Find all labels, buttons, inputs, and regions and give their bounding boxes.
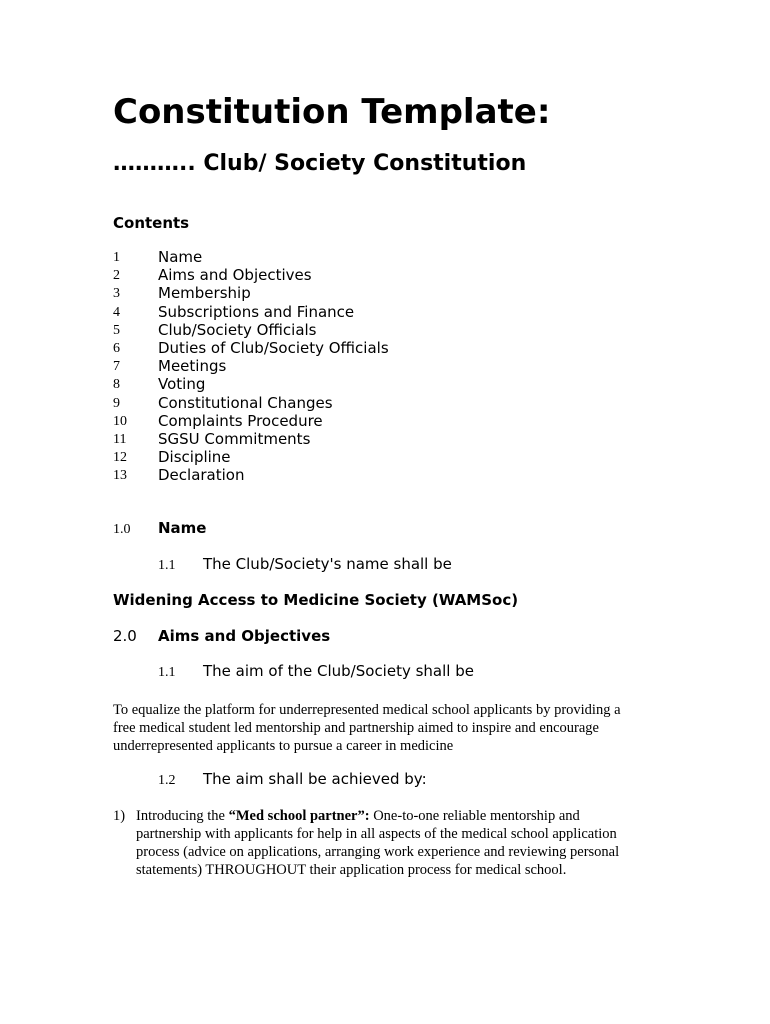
toc-label: Aims and Objectives	[158, 266, 312, 285]
toc-number: 9	[113, 395, 120, 411]
toc-number: 6	[113, 340, 120, 356]
toc-label: Declaration	[158, 466, 245, 485]
section-number: 2.0	[113, 627, 137, 645]
toc-label: Meetings	[158, 357, 227, 376]
subsection-number: 1.2	[158, 773, 176, 788]
toc-item	[113, 431, 513, 449]
toc-item	[113, 249, 513, 267]
toc-label: SGSU Commitments	[158, 429, 311, 448]
toc-number: 10	[113, 413, 127, 429]
toc-number: 8	[113, 377, 120, 393]
toc-label: Duties of Club/Society Officials	[158, 338, 389, 357]
list-body	[136, 807, 656, 879]
toc-item	[113, 467, 513, 485]
toc-label: Name	[158, 248, 203, 266]
toc-number: 13	[113, 468, 127, 484]
toc-item	[113, 413, 513, 431]
toc-number: 11	[113, 431, 127, 447]
toc-item	[113, 267, 513, 285]
toc-label: Voting	[158, 375, 206, 394]
toc-item	[113, 285, 513, 303]
list-rest-text: One-to-one reliable mentorship and	[369, 808, 580, 824]
paragraph-line: statements) THROUGHOUT their application process for medical school.	[136, 862, 567, 878]
paragraph-line: partnership with applicants for help in all aspects of the medical school application	[136, 826, 617, 842]
paragraph-line: process (advice on applications, arranging work experience and reviewing personal	[136, 844, 620, 860]
toc-item	[113, 358, 513, 376]
aim-paragraph	[113, 701, 673, 755]
list-bold-term: “Med school partner”:	[228, 808, 370, 824]
toc-number: 5	[113, 322, 120, 338]
toc-label: Discipline	[158, 448, 231, 467]
paragraph-line: free medical student led mentorship and partnership aimed to inspire and encourage	[113, 720, 599, 736]
subsection-text: The aim of the Club/Society shall be	[203, 662, 474, 680]
subsection-number: 1.1	[158, 558, 176, 573]
toc-number: 3	[113, 286, 120, 302]
document-subtitle: ……….. Club/ Society Constitution	[113, 151, 527, 176]
toc-number: 1	[113, 250, 120, 265]
toc-label: Membership	[158, 284, 251, 303]
toc-label: Club/Society Officials	[158, 320, 317, 339]
toc-item	[113, 304, 513, 322]
paragraph-line: underrepresented applicants to pursue a career in medicine	[113, 738, 454, 754]
document-title: Constitution Template:	[113, 92, 551, 132]
toc-label: Subscriptions and Finance	[158, 302, 355, 321]
toc-item	[113, 449, 513, 467]
toc-item	[113, 376, 513, 394]
toc-label: Complaints Procedure	[158, 411, 323, 430]
paragraph-line	[136, 807, 656, 825]
toc-label: Constitutional Changes	[158, 393, 333, 412]
list-marker: 1)	[113, 808, 126, 824]
section-number: 1.0	[113, 522, 131, 537]
toc-number: 2	[113, 268, 120, 284]
contents-heading: Contents	[113, 214, 190, 232]
society-name: Widening Access to Medicine Society (WAMSoc)	[113, 591, 519, 609]
subsection-text: The aim shall be achieved by:	[203, 770, 427, 788]
paragraph-line: To equalize the platform for underrepresented medical school applicants by providing a	[113, 702, 621, 718]
toc-number: 4	[113, 304, 120, 320]
toc-item	[113, 395, 513, 413]
subsection-text: The Club/Society's name shall be	[203, 555, 452, 573]
toc-number: 7	[113, 359, 120, 375]
subsection-number: 1.1	[158, 665, 176, 680]
table-of-contents	[113, 249, 513, 485]
section-title: Aims and Objectives	[158, 627, 331, 645]
toc-item	[113, 340, 513, 358]
list-lead-text: Introducing the	[136, 808, 229, 824]
toc-item	[113, 322, 513, 340]
section-title: Name	[158, 519, 207, 537]
toc-number: 12	[113, 450, 127, 466]
